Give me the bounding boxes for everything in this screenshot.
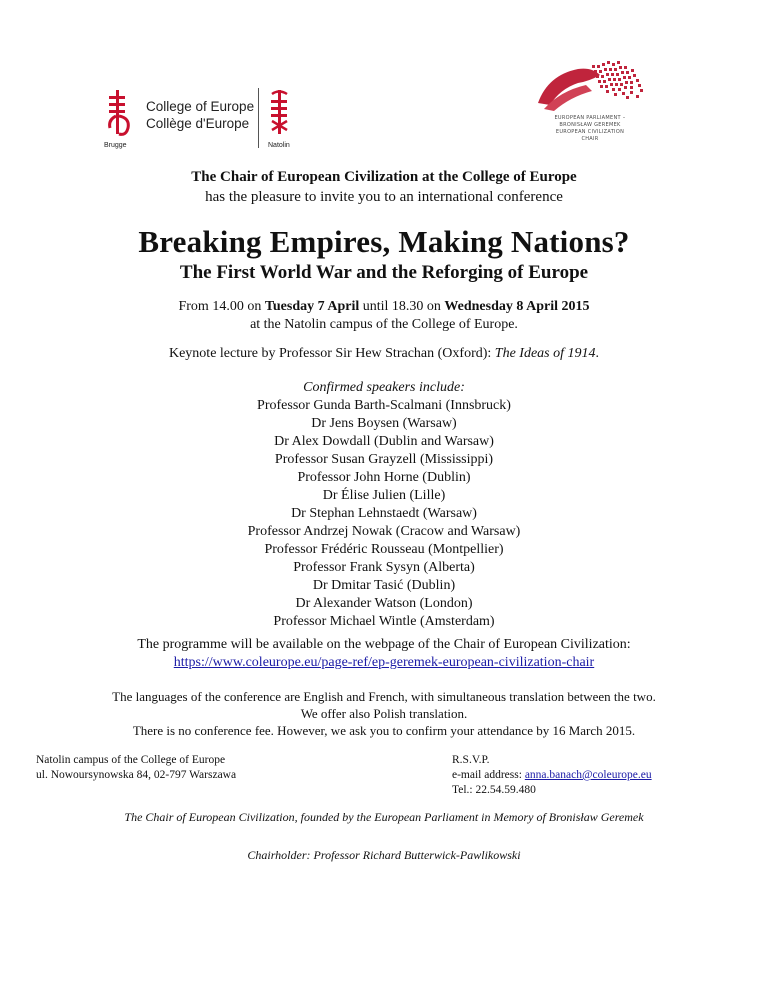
ep-chair-line-1: EUROPEAN PARLIAMENT – [554, 115, 626, 121]
languages-line-2: We offer also Polish translation. [300, 706, 468, 721]
ep-chair-line-2: BRONISŁAW GEREMEK [559, 122, 621, 128]
speaker-item: Professor Gunda Barth-Scalmani (Innsbruck) [257, 398, 511, 413]
programme-info [0, 636, 768, 672]
speaker-item: Professor Susan Grayzell (Mississippi) [274, 452, 494, 467]
rsvp-label: R.S.V.P. [452, 754, 490, 766]
conference-dates [0, 298, 768, 334]
coe-name-en: College of Europe [146, 99, 255, 114]
logo-divider [258, 88, 259, 148]
keynote-prefix: Keynote lecture by Professor Sir Hew Strachan (Oxford): [168, 346, 495, 361]
speaker-item: Professor Frédéric Rousseau (Montpellier) [264, 542, 504, 557]
speaker-item: Dr Élise Julien (Lille) [322, 488, 446, 503]
languages-info [0, 688, 768, 739]
conference-subtitle: The First World War and the Reforging of Europe [179, 262, 589, 283]
footer-chairholder: Chairholder: Professor Richard Butterwick-Pawlikowski [247, 848, 521, 862]
intro-chair-line: The Chair of European Civilization at the College of Europe [191, 169, 577, 185]
ep-chair-line-4: CHAIR [581, 136, 599, 142]
address-line-2: ul. Nowoursynowska 84, 02-797 Warszawa [36, 769, 237, 781]
keynote-suffix: . [595, 346, 599, 361]
languages-line-1: The languages of the conference are English and French, with simultaneous translation between the two. [112, 689, 656, 704]
speaker-item: Professor Michael Wintle (Amsterdam) [273, 614, 495, 629]
dates-day-1: Tuesday 7 April [264, 299, 360, 314]
speaker-item: Professor John Horne (Dublin) [297, 470, 471, 485]
ep-geremek-chair-logo [530, 55, 650, 160]
keynote-lecture-title: The Ideas of 1914 [494, 346, 596, 361]
speakers-heading: Confirmed speakers include: [303, 380, 465, 395]
coe-brugge-emblem-icon [104, 86, 134, 148]
dates-line [0, 298, 768, 316]
speaker-item: Professor Andrzej Nowak (Cracow and Warsaw) [247, 524, 521, 539]
coe-name-fr: Collège d'Europe [146, 116, 250, 131]
programme-text: The programme will be available on the webpage of the Chair of European Civilization: [137, 637, 631, 652]
ep-chair-line-3: EUROPEAN CIVILIZATION [555, 129, 625, 135]
dates-from-prefix: From 14.00 on [178, 299, 265, 314]
ep-brushstroke-pixel-icon [530, 55, 650, 113]
rsvp-email-prefix: e-mail address: [452, 769, 525, 781]
keynote-lecture [0, 346, 768, 362]
rsvp-contact [452, 753, 652, 798]
dates-day-2: Wednesday 8 April 2015 [444, 299, 590, 314]
speaker-item: Dr Alexander Watson (London) [295, 596, 473, 611]
conference-venue: at the Natolin campus of the College of Europe. [250, 317, 518, 332]
coe-campus-natolin: Natolin [268, 142, 290, 149]
speaker-item: Professor Frank Sysyn (Alberta) [293, 560, 475, 575]
rsvp-tel: Tel.: 22.54.59.480 [452, 784, 536, 796]
intro-invitation-line: has the pleasure to invite you to an international conference [205, 189, 563, 205]
dates-until: until 18.30 on [359, 299, 445, 314]
footer-chair-founding: The Chair of European Civilization, founded by the European Parliament in Memory of Bronisław Geremek [124, 810, 644, 824]
speaker-item: Dr Jens Boysen (Warsaw) [311, 416, 457, 431]
address-line-1: Natolin campus of the College of Europe [36, 754, 226, 766]
speaker-item: Dr Dmitar Tasić (Dublin) [312, 578, 456, 593]
speaker-item: Dr Alex Dowdall (Dublin and Warsaw) [274, 434, 494, 449]
college-of-europe-logo [104, 86, 304, 156]
rsvp-email-line [452, 768, 652, 783]
speaker-item: Dr Stephan Lehnstaedt (Warsaw) [291, 506, 477, 521]
coe-natolin-emblem-icon [266, 88, 296, 138]
languages-line-3: There is no conference fee. However, we ask you to confirm your attendance by 16 March 2015. [132, 723, 636, 738]
rsvp-email-link[interactable]: anna.banach@coleurope.eu [524, 769, 652, 781]
programme-link[interactable]: https://www.coleurope.eu/page-ref/ep-geremek-european-civilization-chair [173, 655, 595, 670]
coe-campus-brugge: Brugge [104, 142, 127, 149]
conference-title: Breaking Empires, Making Nations? [138, 224, 630, 259]
speakers-list [0, 379, 768, 631]
venue-address [36, 753, 236, 783]
